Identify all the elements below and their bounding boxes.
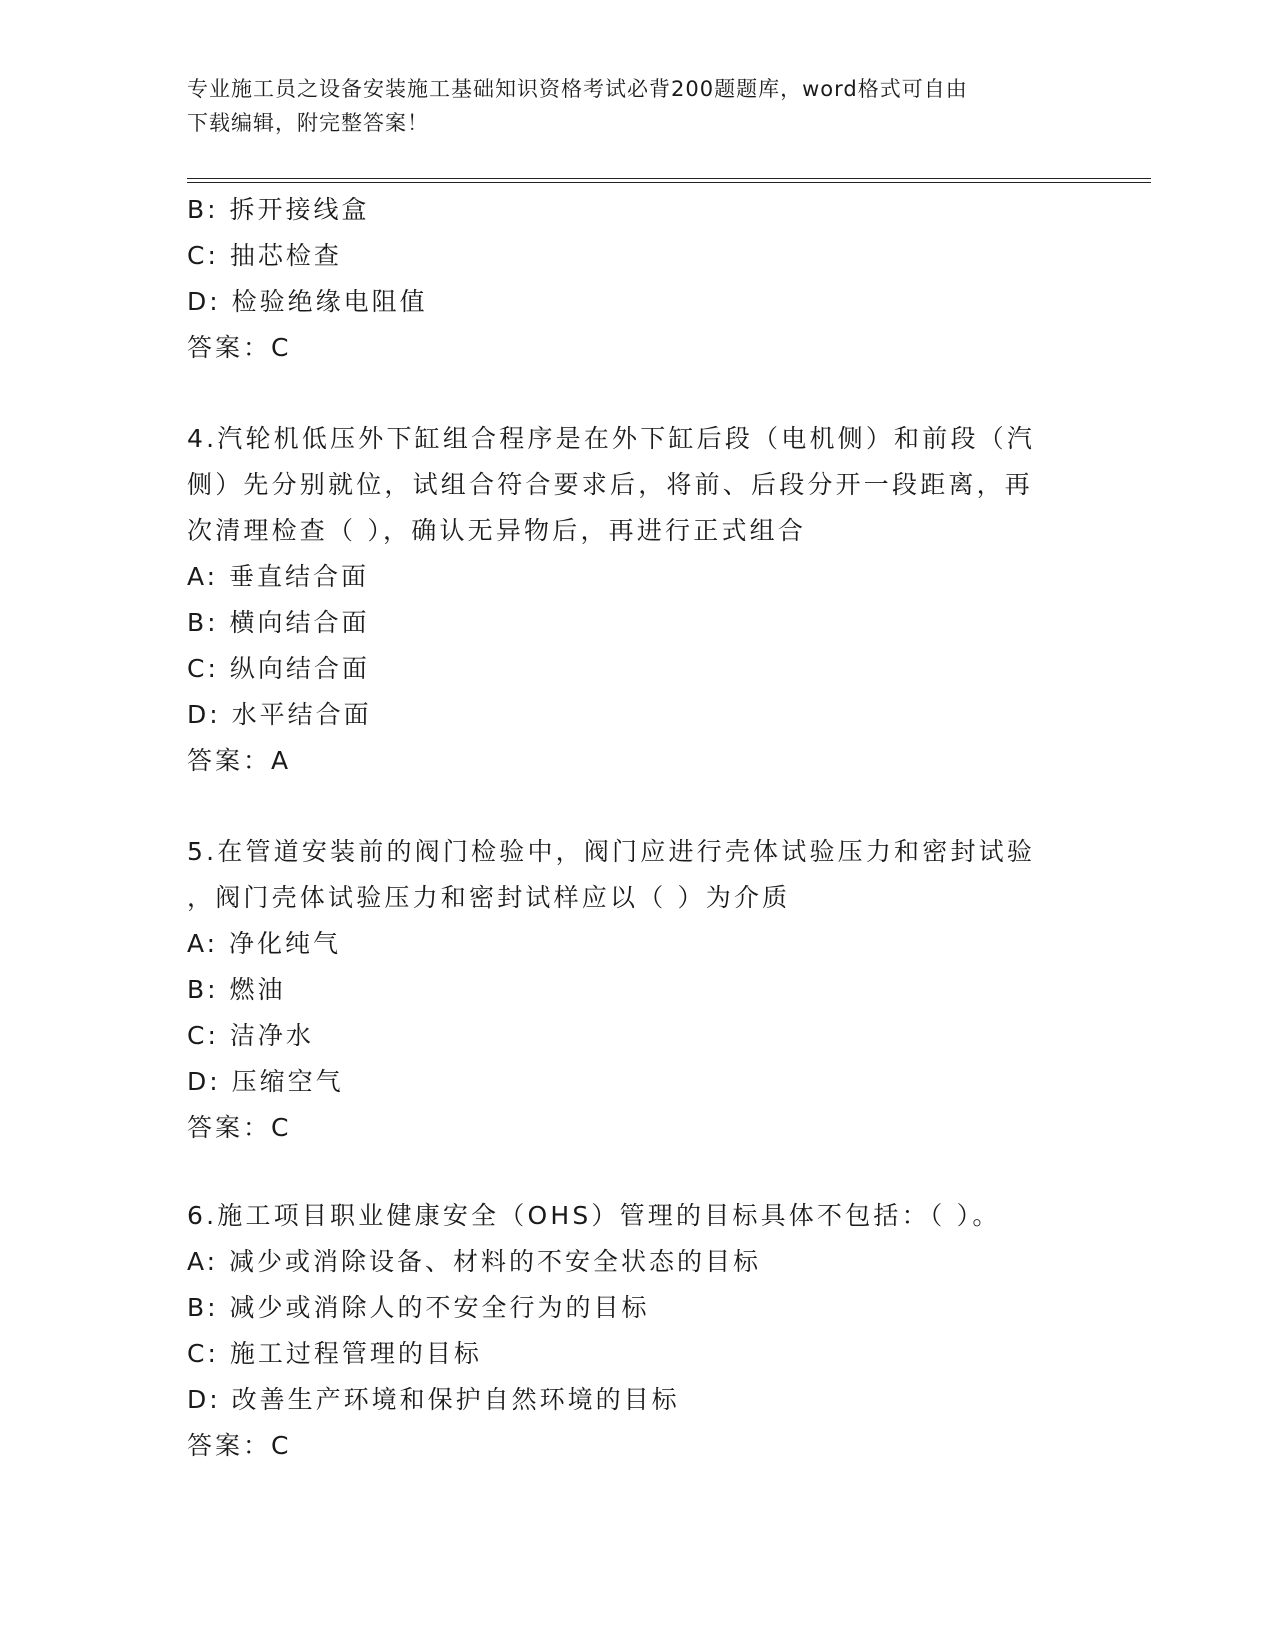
- option-c: C: 施工过程管理的目标: [187, 1339, 482, 1368]
- option-d: D: 检验绝缘电阻值: [187, 287, 428, 316]
- question-text-line: 6.施工项目职业健康安全（OHS）管理的目标具体不包括：（ ）。: [187, 1201, 1001, 1230]
- question-3-tail: [187, 187, 1067, 371]
- option-d: D: 改善生产环境和保护自然环境的目标: [187, 1385, 680, 1414]
- option-b: B: 拆开接线盒: [187, 195, 370, 224]
- question-text: [187, 1193, 1067, 1239]
- option-c: C: 抽芯检查: [187, 241, 342, 270]
- answer-line: 答案：C: [187, 333, 292, 362]
- option-c: C: 纵向结合面: [187, 654, 370, 683]
- option-b: B: 横向结合面: [187, 608, 370, 637]
- header-line-1: 专业施工员之设备安装施工基础知识资格考试必背200题题库，word格式可自由: [187, 77, 968, 101]
- question-text-line: 侧）先分别就位，试组合符合要求后，将前、后段分开一段距离，再: [187, 470, 1034, 499]
- question-text-line: 4.汽轮机低压外下缸组合程序是在外下缸后段（电机侧）和前段（汽: [187, 424, 1036, 453]
- option-b: B: 燃油: [187, 975, 286, 1004]
- question-text-line: ，阀门壳体试验压力和密封试样应以（ ）为介质: [187, 883, 791, 912]
- question-6: [187, 1193, 1067, 1469]
- header-divider-bottom: [187, 182, 1151, 183]
- option-b: B: 减少或消除人的不安全行为的目标: [187, 1293, 650, 1322]
- option-d: D: 压缩空气: [187, 1067, 344, 1096]
- question-text: [187, 416, 1067, 554]
- option-a: A: 净化纯气: [187, 929, 342, 958]
- question-text-line: 5.在管道安装前的阀门检验中，阀门应进行壳体试验压力和密封试验: [187, 837, 1036, 866]
- header-divider-top: [187, 178, 1151, 179]
- answer-line: 答案：C: [187, 1113, 292, 1142]
- question-5: [187, 829, 1067, 1151]
- option-c: C: 洁净水: [187, 1021, 314, 1050]
- option-a: A: 减少或消除设备、材料的不安全状态的目标: [187, 1247, 762, 1276]
- spacer: [187, 784, 1067, 829]
- header-line-2: 下载编辑，附完整答案！: [187, 111, 429, 135]
- document-header: [187, 72, 1067, 140]
- answer-line: 答案：A: [187, 746, 292, 775]
- option-d: D: 水平结合面: [187, 700, 372, 729]
- spacer: [187, 1151, 1067, 1193]
- question-4: [187, 416, 1067, 784]
- question-text-line: 次清理检查（ ），确认无异物后，再进行正式组合: [187, 516, 807, 545]
- option-a: A: 垂直结合面: [187, 562, 370, 591]
- question-list: [187, 187, 1067, 1469]
- answer-line: 答案：C: [187, 1431, 292, 1460]
- question-text: [187, 829, 1067, 921]
- spacer: [187, 371, 1067, 416]
